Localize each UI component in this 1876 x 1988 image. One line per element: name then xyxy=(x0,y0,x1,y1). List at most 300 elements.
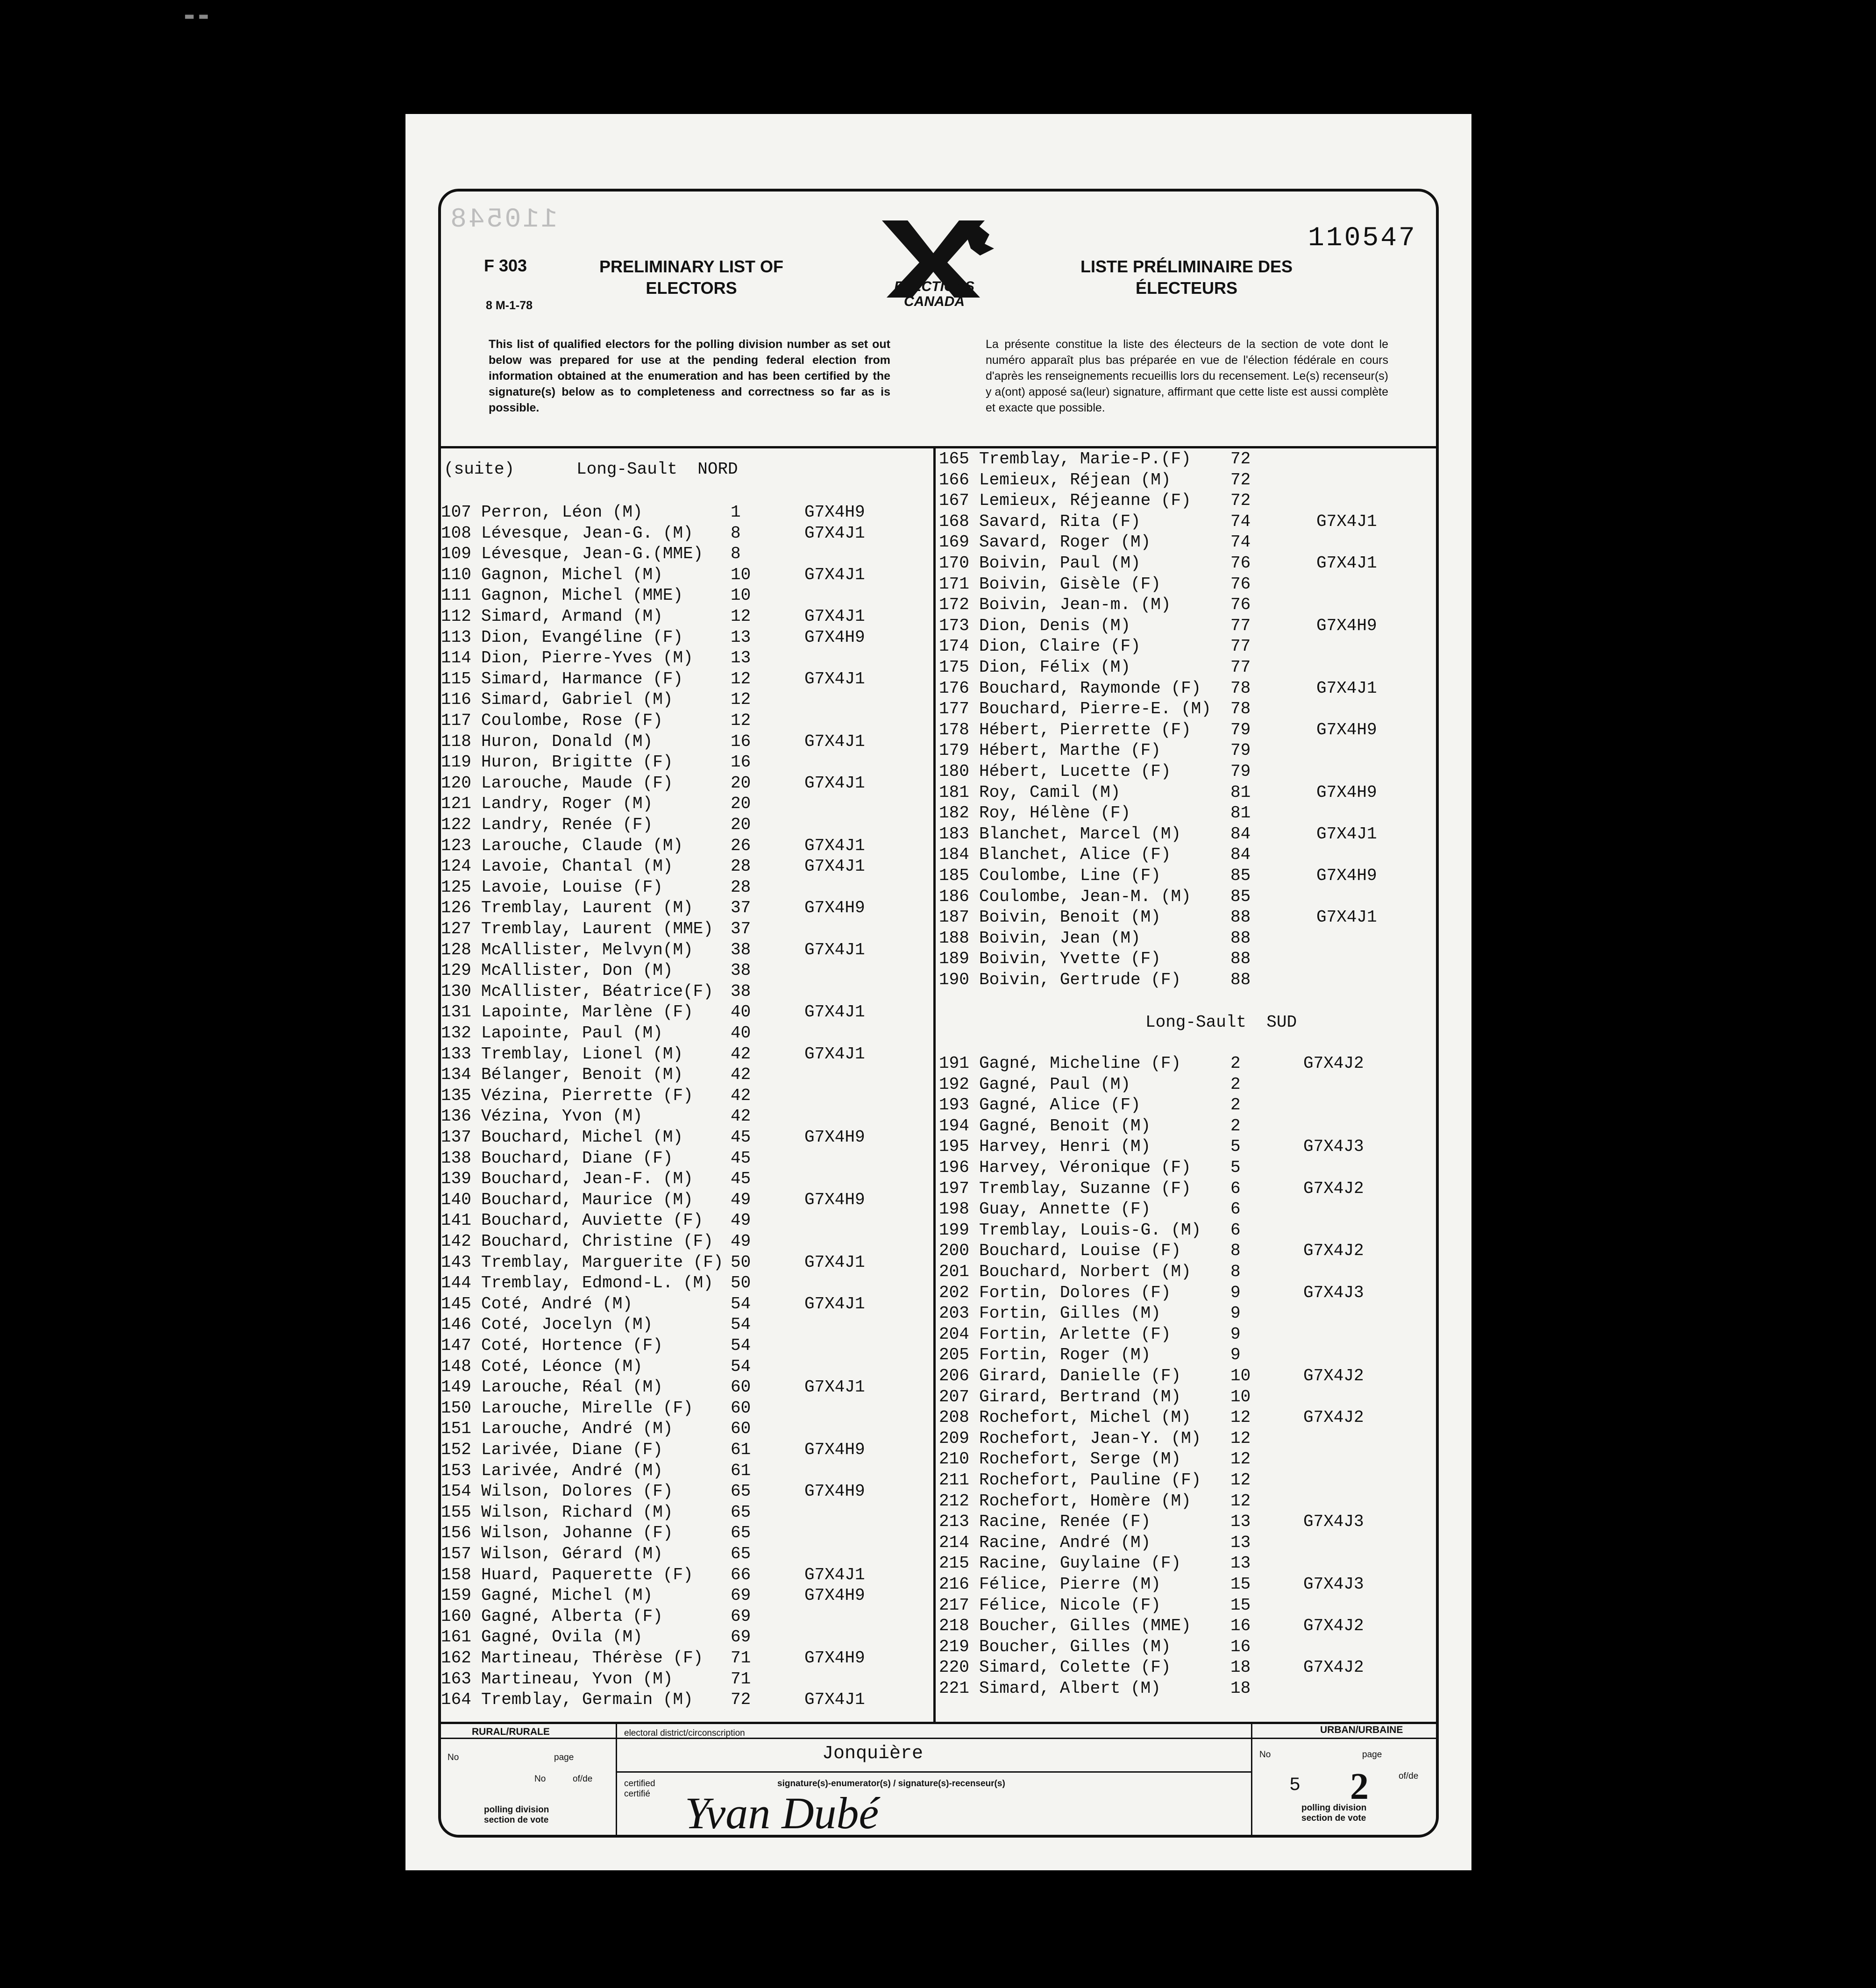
elector-address: 85 xyxy=(1230,866,1251,885)
elector-address: 38 xyxy=(731,940,751,959)
elector-number: 215 xyxy=(939,1554,969,1573)
logo-text: ELECTIONS CANADA xyxy=(894,279,974,309)
elector-address: 13 xyxy=(1230,1533,1251,1552)
elector-address: 84 xyxy=(1230,824,1251,844)
elector-number: 173 xyxy=(939,616,969,635)
elector-name: Coulombe, Line (F) xyxy=(979,866,1161,885)
elector-postal-code: G7X4J1 xyxy=(1316,824,1377,844)
elector-name: Lapointe, Paul (M) xyxy=(481,1023,663,1043)
elector-postal-code: G7X4J1 xyxy=(804,1044,865,1064)
elector-name: Boivin, Yvette (F) xyxy=(979,949,1161,969)
elector-address: 85 xyxy=(1230,887,1251,906)
elector-address: 37 xyxy=(731,898,751,918)
elector-number: 146 xyxy=(441,1315,471,1335)
elector-postal-code: G7X4H9 xyxy=(804,503,865,522)
elector-address: 12 xyxy=(731,669,751,689)
elector-address: 20 xyxy=(731,773,751,793)
elector-name: Bouchard, Jean-F. (M) xyxy=(481,1169,693,1189)
elector-name: Boivin, Gisèle (F) xyxy=(979,574,1161,594)
elector-address: 54 xyxy=(731,1356,751,1376)
elector-address: 45 xyxy=(731,1169,751,1189)
elector-name: Roy, Camil (M) xyxy=(979,782,1121,802)
elector-number: 206 xyxy=(939,1366,969,1385)
enumerator-signature: Yvan Dubé xyxy=(685,1788,879,1838)
elector-number: 208 xyxy=(939,1408,969,1427)
urban-of-label: of/de xyxy=(1399,1771,1419,1781)
elector-address: 5 xyxy=(1230,1137,1241,1157)
elector-postal-code: G7X4J2 xyxy=(1303,1616,1364,1636)
section-heading-nord: Long-Sault NORD xyxy=(576,460,738,479)
elector-number: 124 xyxy=(441,857,471,876)
elector-address: 79 xyxy=(1230,720,1251,739)
elector-address: 76 xyxy=(1230,574,1251,594)
elector-address: 2 xyxy=(1230,1054,1241,1073)
elector-name: Tremblay, Louis-G. (M) xyxy=(979,1220,1201,1240)
elector-name: Simard, Albert (M) xyxy=(979,1679,1161,1698)
elector-name: Coté, Hortence (F) xyxy=(481,1336,663,1355)
elector-name: Bouchard, Raymonde (F) xyxy=(979,678,1201,698)
elector-postal-code: G7X4J2 xyxy=(1303,1054,1364,1073)
elector-name: Boivin, Paul (M) xyxy=(979,554,1141,573)
elector-number: 131 xyxy=(441,1002,471,1022)
elector-number: 179 xyxy=(939,741,969,760)
elector-name: Gagné, Alberta (F) xyxy=(481,1606,663,1626)
rural-label: RURAL/RURALE xyxy=(472,1726,550,1737)
elector-address: 13 xyxy=(1230,1554,1251,1573)
elector-number: 154 xyxy=(441,1482,471,1501)
elector-name: Wilson, Dolores (F) xyxy=(481,1482,673,1501)
elector-address: 42 xyxy=(731,1086,751,1105)
elector-postal-code: G7X4J1 xyxy=(1316,554,1377,573)
elector-address: 40 xyxy=(731,1002,751,1022)
elector-number: 126 xyxy=(441,898,471,918)
elector-name: Savard, Rita (F) xyxy=(979,511,1141,531)
elector-name: Coté, Jocelyn (M) xyxy=(481,1315,653,1335)
film-corner-mark: ▬ ▬ xyxy=(184,9,209,22)
elector-number: 127 xyxy=(441,919,471,938)
elector-number: 181 xyxy=(939,782,969,802)
district-label: electoral district/circonscription xyxy=(624,1728,745,1738)
elector-address: 49 xyxy=(731,1232,751,1251)
elector-name: Boivin, Jean (M) xyxy=(979,928,1141,948)
elector-number: 108 xyxy=(441,523,471,543)
elector-name: Tremblay, Marie-P.(F) xyxy=(979,449,1191,469)
elector-number: 138 xyxy=(441,1148,471,1168)
elector-address: 81 xyxy=(1230,782,1251,802)
elector-address: 15 xyxy=(1230,1595,1251,1615)
elector-postal-code: G7X4J3 xyxy=(1303,1137,1364,1157)
footer-vline-2 xyxy=(1251,1722,1252,1838)
elector-address: 77 xyxy=(1230,637,1251,656)
elector-postal-code: G7X4J1 xyxy=(1316,678,1377,698)
elector-name: Tremblay, Lionel (M) xyxy=(481,1044,683,1064)
elector-address: 15 xyxy=(1230,1575,1251,1594)
district-value: Jonquière xyxy=(822,1743,924,1764)
elector-number: 182 xyxy=(939,803,969,823)
elector-postal-code: G7X4J1 xyxy=(804,669,865,689)
elector-name: Simard, Armand (M) xyxy=(481,607,663,626)
elector-number: 216 xyxy=(939,1575,969,1594)
elector-name: Blanchet, Marcel (M) xyxy=(979,824,1181,844)
elector-name: Larouche, Claude (M) xyxy=(481,836,683,855)
elector-name: McAllister, Don (M) xyxy=(481,961,673,980)
elector-address: 5 xyxy=(1230,1158,1241,1177)
elector-address: 61 xyxy=(731,1440,751,1459)
elector-name: Gagné, Micheline (F) xyxy=(979,1054,1181,1073)
elector-number: 196 xyxy=(939,1158,969,1177)
elector-name: Rochefort, Serge (M) xyxy=(979,1449,1181,1469)
notice-french: La présente constitue la liste des électeurs de la section de vote dont le numéro apparaît plus bas préparée en vue de l'élection fédérale en cours d'après les renseignements recueillis lors du recensement. Le(s) recenseur(s) y a(ont) apposé sa(leur) signature, affirmant que cette liste est aussi complète et exacte que possible. xyxy=(986,338,1388,414)
elector-address: 72 xyxy=(1230,491,1251,511)
elector-name: Harvey, Véronique (F) xyxy=(979,1158,1191,1177)
elector-name: Gagné, Ovila (M) xyxy=(481,1627,643,1647)
elector-number: 218 xyxy=(939,1616,969,1636)
elector-address: 72 xyxy=(1230,470,1251,490)
rural-no-label: No xyxy=(448,1753,459,1762)
elector-postal-code: G7X4J1 xyxy=(804,565,865,584)
elector-name: Dion, Pierre-Yves (M) xyxy=(481,648,693,668)
elector-number: 186 xyxy=(939,887,969,906)
elector-number: 142 xyxy=(441,1232,471,1251)
elector-postal-code: G7X4H9 xyxy=(804,1190,865,1209)
elector-number: 123 xyxy=(441,836,471,855)
elector-postal-code: G7X4J1 xyxy=(804,1377,865,1397)
elector-address: 49 xyxy=(731,1190,751,1209)
elector-number: 147 xyxy=(441,1336,471,1355)
footer-line-2 xyxy=(616,1771,1251,1773)
elector-address: 12 xyxy=(731,690,751,710)
elector-address: 60 xyxy=(731,1398,751,1418)
elector-name: Larouche, André (M) xyxy=(481,1419,673,1439)
elector-name: Harvey, Henri (M) xyxy=(979,1137,1151,1157)
elector-name: Tremblay, Edmond-L. (M) xyxy=(481,1273,713,1293)
elector-address: 12 xyxy=(1230,1428,1251,1448)
elector-address: 8 xyxy=(731,544,741,564)
elector-name: Larivée, Diane (F) xyxy=(481,1440,663,1459)
page-number: 2 xyxy=(1350,1766,1369,1807)
elector-name: Hébert, Lucette (F) xyxy=(979,762,1171,781)
elector-name: Bouchard, Pierre-E. (M) xyxy=(979,699,1211,719)
elector-name: Huard, Paquerette (F) xyxy=(481,1565,693,1584)
elector-address: 6 xyxy=(1230,1179,1241,1198)
elector-name: Larivée, André (M) xyxy=(481,1461,663,1480)
elector-name: Wilson, Richard (M) xyxy=(481,1502,673,1522)
elector-name: Girard, Bertrand (M) xyxy=(979,1387,1181,1406)
elector-address: 88 xyxy=(1230,928,1251,948)
elector-address: 38 xyxy=(731,981,751,1001)
elector-name: Simard, Harmance (F) xyxy=(481,669,683,689)
elector-address: 16 xyxy=(731,731,751,751)
elector-name: Tremblay, Suzanne (F) xyxy=(979,1179,1191,1198)
elector-name: Dion, Evangéline (F) xyxy=(481,627,683,647)
polling-division-label-urban: polling division section de vote xyxy=(1301,1803,1367,1823)
elector-number: 163 xyxy=(441,1669,471,1689)
elector-name: Bouchard, Louise (F) xyxy=(979,1241,1181,1261)
elector-number: 117 xyxy=(441,711,471,730)
elector-postal-code: G7X4J1 xyxy=(804,836,865,855)
elector-number: 162 xyxy=(441,1648,471,1668)
elector-number: 109 xyxy=(441,544,471,564)
elector-number: 115 xyxy=(441,669,471,689)
elector-number: 176 xyxy=(939,678,969,698)
elector-number: 136 xyxy=(441,1107,471,1126)
elector-number: 213 xyxy=(939,1512,969,1532)
elector-address: 54 xyxy=(731,1315,751,1335)
elector-name: Larouche, Mirelle (F) xyxy=(481,1398,693,1418)
elector-number: 122 xyxy=(441,815,471,834)
elector-name: Félice, Pierre (M) xyxy=(979,1575,1161,1594)
elector-address: 12 xyxy=(731,711,751,730)
elector-number: 107 xyxy=(441,503,471,522)
elector-number: 152 xyxy=(441,1440,471,1459)
elector-name: Félice, Nicole (F) xyxy=(979,1595,1161,1615)
elector-name: Dion, Denis (M) xyxy=(979,616,1131,635)
elector-postal-code: G7X4H9 xyxy=(804,1440,865,1459)
elector-postal-code: G7X4J3 xyxy=(1303,1283,1364,1302)
elector-number: 180 xyxy=(939,762,969,781)
elector-number: 153 xyxy=(441,1461,471,1480)
rural-of-label: of/de xyxy=(573,1774,593,1784)
elector-number: 185 xyxy=(939,866,969,885)
elector-name: Huron, Donald (M) xyxy=(481,731,653,751)
elector-address: 26 xyxy=(731,836,751,855)
elector-number: 143 xyxy=(441,1252,471,1272)
elector-number: 201 xyxy=(939,1262,969,1281)
title-french: LISTE PRÉLIMINAIRE DES ÉLECTEURS xyxy=(1080,257,1293,298)
elector-postal-code: G7X4J3 xyxy=(1303,1512,1364,1532)
elector-address: 2 xyxy=(1230,1116,1241,1136)
elector-postal-code: G7X4J2 xyxy=(1303,1179,1364,1198)
elector-postal-code: G7X4H9 xyxy=(1316,616,1377,635)
elector-name: Wilson, Johanne (F) xyxy=(481,1523,673,1543)
elector-address: 54 xyxy=(731,1294,751,1314)
elector-name: Vézina, Yvon (M) xyxy=(481,1107,643,1126)
elector-number: 189 xyxy=(939,949,969,969)
elector-number: 194 xyxy=(939,1116,969,1136)
elector-address: 13 xyxy=(731,648,751,668)
elector-name: Vézina, Pierrette (F) xyxy=(481,1086,693,1105)
elector-address: 78 xyxy=(1230,678,1251,698)
footer-vline-1 xyxy=(616,1722,617,1838)
elector-postal-code: G7X4J3 xyxy=(1303,1575,1364,1594)
elector-name: Boucher, Gilles (MME) xyxy=(979,1616,1191,1636)
elector-name: McAllister, Melvyn(M) xyxy=(481,940,693,959)
elector-address: 77 xyxy=(1230,658,1251,677)
elector-number: 204 xyxy=(939,1324,969,1344)
elector-number: 135 xyxy=(441,1086,471,1105)
elector-address: 8 xyxy=(1230,1241,1241,1261)
elector-address: 88 xyxy=(1230,970,1251,989)
elector-number: 158 xyxy=(441,1565,471,1584)
elector-number: 141 xyxy=(441,1211,471,1230)
elector-address: 8 xyxy=(731,523,741,543)
elector-address: 6 xyxy=(1230,1220,1241,1240)
elector-number: 165 xyxy=(939,449,969,469)
elector-number: 169 xyxy=(939,532,969,552)
elector-name: Coté, André (M) xyxy=(481,1294,633,1314)
elector-address: 60 xyxy=(731,1377,751,1397)
elector-address: 12 xyxy=(1230,1470,1251,1490)
elector-address: 71 xyxy=(731,1669,751,1689)
elector-address: 12 xyxy=(731,607,751,626)
elector-address: 20 xyxy=(731,794,751,814)
elector-address: 74 xyxy=(1230,511,1251,531)
elector-name: Boivin, Benoit (M) xyxy=(979,908,1161,927)
elector-name: Landry, Roger (M) xyxy=(481,794,653,814)
elector-name: Tremblay, Marguerite (F) xyxy=(481,1252,724,1272)
continuation-label: (suite) xyxy=(444,460,515,479)
elector-name: Landry, Renée (F) xyxy=(481,815,653,834)
elector-address: 28 xyxy=(731,857,751,876)
elector-number: 200 xyxy=(939,1241,969,1261)
elector-postal-code: G7X4J1 xyxy=(804,1565,865,1584)
elector-address: 65 xyxy=(731,1502,751,1522)
elector-address: 88 xyxy=(1230,949,1251,969)
elector-name: Savard, Roger (M) xyxy=(979,532,1151,552)
elector-name: McAllister, Béatrice(F) xyxy=(481,981,713,1001)
elector-name: Gagnon, Michel (MME) xyxy=(481,586,683,605)
elector-number: 113 xyxy=(441,627,471,647)
elector-address: 65 xyxy=(731,1523,751,1543)
form-date-code: 8 M-1-78 xyxy=(486,299,533,312)
footer-line-1 xyxy=(438,1738,1439,1739)
elector-address: 65 xyxy=(731,1544,751,1563)
elector-name: Racine, André (M) xyxy=(979,1533,1151,1552)
elector-number: 193 xyxy=(939,1095,969,1115)
certified-label: certified certifié xyxy=(624,1779,655,1799)
elector-postal-code: G7X4H9 xyxy=(804,627,865,647)
elector-postal-code: G7X4H9 xyxy=(804,1128,865,1147)
form-code: F 303 xyxy=(484,256,527,275)
elector-address: 60 xyxy=(731,1419,751,1439)
elector-name: Hébert, Pierrette (F) xyxy=(979,720,1191,739)
elector-address: 28 xyxy=(731,877,751,897)
elector-address: 84 xyxy=(1230,845,1251,865)
elector-address: 79 xyxy=(1230,762,1251,781)
elector-address: 72 xyxy=(1230,449,1251,469)
elector-address: 69 xyxy=(731,1606,751,1626)
elector-address: 12 xyxy=(1230,1491,1251,1511)
elector-address: 2 xyxy=(1230,1074,1241,1094)
elector-number: 116 xyxy=(441,690,471,710)
elector-number: 202 xyxy=(939,1283,969,1302)
elector-name: Lemieux, Réjean (M) xyxy=(979,470,1171,490)
section-heading-sud: Long-Sault SUD xyxy=(1145,1013,1297,1032)
elector-postal-code: G7X4J2 xyxy=(1303,1366,1364,1385)
elector-name: Lapointe, Marlène (F) xyxy=(481,1002,693,1022)
elector-name: Fortin, Gilles (M) xyxy=(979,1304,1161,1323)
elector-name: Tremblay, Laurent (MME) xyxy=(481,919,713,938)
notice-english: This list of qualified electors for the polling division number as set out below was prepared for use at the pending federal election from information obtained at the enumeration and has been certified by the signature(s) below as to completeness and correctness so far as is possible. xyxy=(489,338,890,414)
elector-address: 45 xyxy=(731,1128,751,1147)
elector-name: Gagné, Michel (M) xyxy=(481,1586,653,1605)
elector-number: 170 xyxy=(939,554,969,573)
elector-name: Bouchard, Christine (F) xyxy=(481,1232,713,1251)
elector-number: 188 xyxy=(939,928,969,948)
urban-label: URBAN/URBAINE xyxy=(1320,1725,1403,1735)
elector-number: 139 xyxy=(441,1169,471,1189)
elector-postal-code: G7X4H9 xyxy=(1316,866,1377,885)
elector-postal-code: G7X4H9 xyxy=(804,898,865,918)
elector-number: 128 xyxy=(441,940,471,959)
elector-name: Rochefort, Michel (M) xyxy=(979,1408,1191,1427)
elector-number: 191 xyxy=(939,1054,969,1073)
elector-name: Bouchard, Norbert (M) xyxy=(979,1262,1191,1281)
elector-number: 125 xyxy=(441,877,471,897)
elector-name: Guay, Annette (F) xyxy=(979,1200,1151,1219)
elector-name: Martineau, Yvon (M) xyxy=(481,1669,673,1689)
elector-address: 12 xyxy=(1230,1408,1251,1427)
signature-label: signature(s)-enumerator(s) / signature(s)-recenseur(s) xyxy=(777,1779,1005,1789)
elector-name: Fortin, Arlette (F) xyxy=(979,1324,1171,1344)
elector-number: 110 xyxy=(441,565,471,584)
elector-name: Blanchet, Alice (F) xyxy=(979,845,1171,865)
elector-number: 207 xyxy=(939,1387,969,1406)
elector-number: 133 xyxy=(441,1044,471,1064)
elector-address: 54 xyxy=(731,1336,751,1355)
elector-name: Huron, Brigitte (F) xyxy=(481,753,673,772)
elector-number: 171 xyxy=(939,574,969,594)
elector-postal-code: G7X4J1 xyxy=(804,940,865,959)
elector-number: 217 xyxy=(939,1595,969,1615)
elector-number: 178 xyxy=(939,720,969,739)
elector-address: 6 xyxy=(1230,1200,1241,1219)
elector-name: Fortin, Dolores (F) xyxy=(979,1283,1171,1302)
elector-postal-code: G7X4J1 xyxy=(804,1002,865,1022)
elector-postal-code: G7X4J1 xyxy=(804,523,865,543)
polling-division-number: 5 xyxy=(1289,1775,1301,1796)
elector-address: 2 xyxy=(1230,1095,1241,1115)
elector-number: 150 xyxy=(441,1398,471,1418)
elector-address: 9 xyxy=(1230,1345,1241,1365)
elector-name: Hébert, Marthe (F) xyxy=(979,741,1161,760)
elector-address: 76 xyxy=(1230,554,1251,573)
elector-name: Lemieux, Réjeanne (F) xyxy=(979,491,1191,511)
elector-number: 205 xyxy=(939,1345,969,1365)
elector-name: Martineau, Thérèse (F) xyxy=(481,1648,704,1668)
elector-name: Lévesque, Jean-G.(MME) xyxy=(481,544,704,564)
elector-postal-code: G7X4H9 xyxy=(804,1482,865,1501)
elector-number: 172 xyxy=(939,595,969,615)
elector-address: 8 xyxy=(1230,1262,1241,1281)
elector-address: 71 xyxy=(731,1648,751,1668)
elector-name: Racine, Guylaine (F) xyxy=(979,1554,1181,1573)
elector-postal-code: G7X4J1 xyxy=(804,731,865,751)
elector-number: 168 xyxy=(939,511,969,531)
elector-number: 211 xyxy=(939,1470,969,1490)
elector-address: 72 xyxy=(731,1690,751,1710)
elector-postal-code: G7X4J1 xyxy=(804,773,865,793)
elector-number: 114 xyxy=(441,648,471,668)
elector-number: 221 xyxy=(939,1679,969,1698)
elector-number: 199 xyxy=(939,1220,969,1240)
elector-name: Dion, Félix (M) xyxy=(979,658,1131,677)
elector-number: 214 xyxy=(939,1533,969,1552)
elector-address: 61 xyxy=(731,1461,751,1480)
elector-postal-code: G7X4J2 xyxy=(1303,1241,1364,1261)
elector-number: 130 xyxy=(441,981,471,1001)
elector-name: Coté, Léonce (M) xyxy=(481,1356,643,1376)
elector-number: 195 xyxy=(939,1137,969,1157)
elector-postal-code: G7X4J1 xyxy=(804,607,865,626)
elector-postal-code: G7X4J2 xyxy=(1303,1658,1364,1677)
elector-number: 157 xyxy=(441,1544,471,1563)
elector-name: Tremblay, Laurent (M) xyxy=(481,898,693,918)
footer-divider xyxy=(438,1722,1439,1724)
elector-number: 197 xyxy=(939,1179,969,1198)
elector-name: Racine, Renée (F) xyxy=(979,1512,1151,1532)
elector-name: Perron, Léon (M) xyxy=(481,503,643,522)
